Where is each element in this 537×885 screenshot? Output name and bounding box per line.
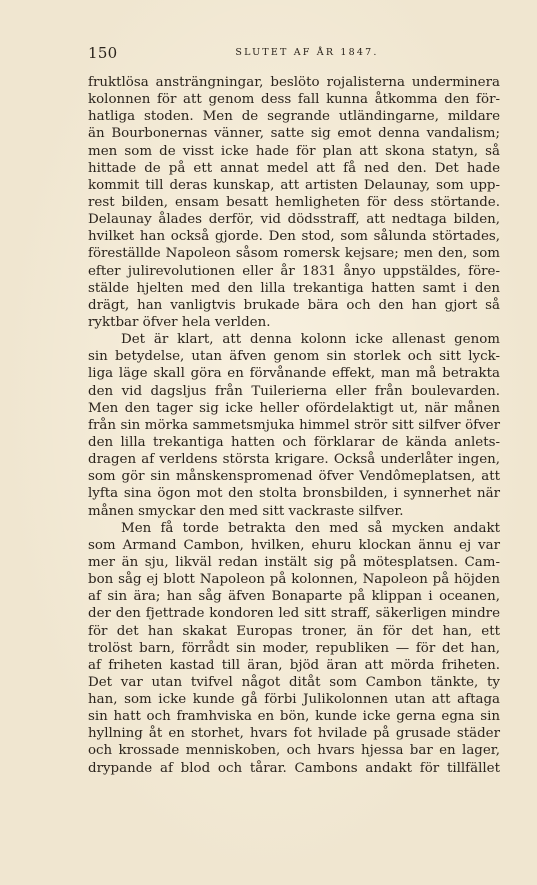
text-line: drägt, han vanligtvis brukade bära och den han gjort så: [88, 297, 500, 313]
text-line: af friheten kastad till äran, bjöd äran att mörda friheten.: [88, 657, 500, 673]
text-line: från sin mörka sammetsmjuka himmel strör sitt silfver öfver: [88, 417, 500, 433]
text-line: den vid dagsljus från Tuilerierna eller från boulevarden.: [88, 383, 500, 399]
text-line: hatliga stoden. Men de segrande utländingarne, mildare: [88, 109, 500, 125]
text-line: kolonnen för att genom dess fall kunna åtkomma den för-: [88, 92, 500, 108]
text-line: som Armand Cambon, hvilken, ehuru klockan ännu ej var: [88, 537, 500, 553]
text-line: drypande af blod och tårar. Cambons andakt för tillfället: [88, 760, 500, 776]
text-line: än Bourbonernas vänner, satte sig emot denna vandalism;: [88, 126, 500, 142]
text-line: mer än sju, likväl redan instält sig på mötesplatsen. Cam-: [88, 554, 500, 570]
text-line: sin betydelse, utan äfven genom sin storlek och sitt lyck-: [88, 349, 500, 365]
text-line: af sin ära; han såg äfven Bonaparte på klippan i oceanen,: [88, 589, 500, 605]
paragraph: [88, 520, 500, 777]
page-body: [88, 74, 500, 777]
text-line: Det var utan tvifvel något ditåt som Cambon tänkte, ty: [88, 674, 500, 690]
paragraph: [88, 74, 500, 331]
text-line: och krossade menniskoben, och hvars hjessa bar en lager,: [88, 743, 500, 759]
text-line: bon såg ej blott Napoleon på kolonnen, Napoleon på höjden: [88, 572, 500, 588]
text-line: föreställde Napoleon såsom romersk kejsare; men den, som: [88, 246, 500, 262]
text-line: hittade de på ett annat medel att få ned den. Det hade: [88, 160, 500, 176]
text-line: han, som icke kunde gå förbi Julikolonnen utan att aftaga: [88, 692, 500, 708]
text-line: liga läge skall göra en förvånande effekt, man må betrakta: [88, 366, 500, 382]
text-line: efter julirevolutionen eller år 1831 ånyo uppstäldes, före-: [88, 263, 500, 279]
text-line: Delaunay ålades derför, vid dödsstraff, att nedtaga bilden,: [88, 212, 500, 228]
page-number: 150: [88, 44, 118, 62]
text-line: hyllning åt en storhet, hvars fot hvilade på grusade städer: [88, 726, 500, 742]
text-line: men som de visst icke hade för plan att skona statyn, så: [88, 143, 500, 159]
text-line: stälde hjelten med den lilla trekantiga hatten samt i den: [88, 280, 500, 296]
text-line: Det är klart, att denna kolonn icke allenast genom: [121, 332, 500, 348]
text-line: kommit till deras kunskap, att artisten Delaunay, som upp-: [88, 177, 500, 193]
paragraph: [88, 331, 500, 520]
text-line: der den fjettrade kondoren led sitt straff, säkerligen mindre: [88, 606, 500, 622]
text-line: som gör sin månskenspromenad öfver Vendômeplatsen, att: [88, 469, 500, 485]
text-line: fruktlösa ansträngningar, beslöto rojalisterna underminera: [88, 75, 500, 90]
text-line: för det han skakat Europas troner, än för det han, ett: [88, 623, 500, 639]
text-line: den lilla trekantiga hatten och förklarar de kända anlets-: [88, 434, 500, 450]
text-line: Men få torde betrakta den med så mycken andakt: [121, 520, 500, 536]
text-line: hvilket han också gjorde. Den stod, som sålunda störtades,: [88, 229, 500, 245]
text-line: sin hatt och framhviska en bön, kunde icke gerna egna sin: [88, 709, 500, 725]
text-line: ryktbar öfver hela verlden.: [88, 314, 271, 330]
text-line: rest bilden, ensam besatt hemligheten för dess störtande.: [88, 194, 500, 210]
running-head: SLUTET AF ÅR 1847.: [235, 47, 379, 58]
text-line: månen smyckar den med sitt vackraste silfver.: [88, 503, 404, 519]
text-line: Men den tager sig icke heller ofördelaktigt ut, när månen: [88, 400, 500, 416]
text-line: lyfta sina ögon mot den stolta bronsbilden, i synnerhet när: [88, 486, 500, 502]
text-line: trolöst barn, förrådt sin moder, republiken — för det han,: [88, 640, 500, 656]
text-line: dragen af verldens största krigare. Också underlåter ingen,: [88, 452, 500, 468]
page-header: [88, 44, 498, 64]
